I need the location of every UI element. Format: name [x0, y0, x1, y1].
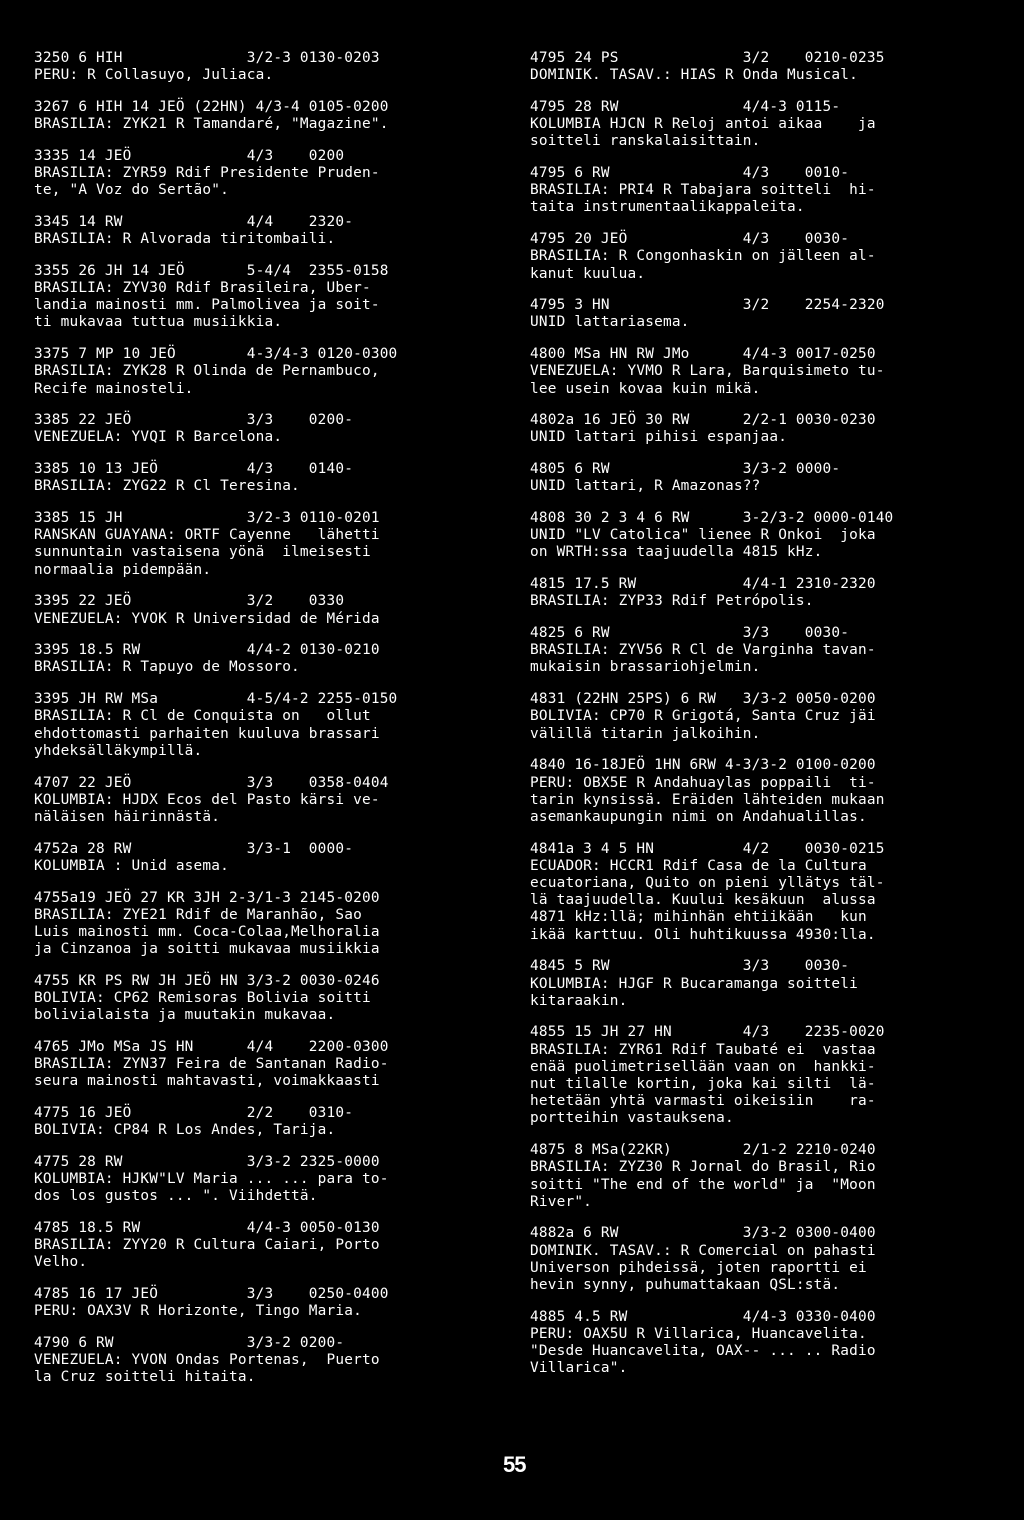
log-entry — [530, 346, 990, 398]
log-entry — [530, 510, 990, 562]
entry-header: 4855 15 JH 27 HN 4/3 2235-0020 — [530, 1024, 885, 1041]
entry-header: 3395 18.5 RW 4/4-2 0130-0210 — [34, 642, 380, 659]
entry-body: BRASILIA: PRI4 R Tabajara soitteli hi- taita instrumentaalikappaleita. — [530, 182, 876, 216]
entry-header: 4795 24 PS 3/2 0210-0235 — [530, 50, 885, 66]
log-entry — [34, 973, 494, 1025]
left-column — [34, 50, 494, 1401]
entry-header: 3385 22 JEÖ 3/3 0200- — [34, 412, 354, 429]
log-entry — [530, 99, 990, 151]
log-entry — [530, 958, 990, 1010]
entry-header: 3345 14 RW 4/4 2320- — [34, 213, 354, 230]
entry-body: VENEZUELA: YVQI R Barcelona. — [34, 429, 283, 446]
entry-body: BOLIVIA: CP70 R Grigotá, Santa Cruz jäi välillä titarin jalkoihin. — [530, 708, 876, 742]
log-entry — [34, 412, 494, 446]
entry-body: RANSKAN GUAYANA: ORTF Cayenne lähetti sunnuntain vastaisena yönä ilmeisesti normaalia pidempään. — [34, 527, 380, 578]
entry-body: KOLUMBIA HJCN R Reloj antoi aikaa ja soitteli ranskalaisittain. — [530, 116, 876, 150]
entry-body: BRASILIA: ZYN37 Feira de Santanan Radio- seura mainosti mahtavasti, voimakkaasti — [34, 1056, 389, 1090]
log-entry — [34, 1286, 494, 1320]
entry-header: 4882a 6 RW 3/3-2 0300-0400 — [530, 1225, 876, 1242]
log-entry — [530, 231, 990, 283]
entry-body: BRASILIA: ZYG22 R Cl Teresina. — [34, 478, 300, 495]
entry-header: 4755 KR PS RW JH JEÖ HN 3/3-2 0030-0246 — [34, 972, 380, 989]
entry-header: 4707 22 JEÖ 3/3 0358-0404 — [34, 774, 389, 791]
page-number: 55 — [503, 1452, 526, 1477]
entry-body: BRASILIA: ZYV30 Rdif Brasileira, Uber- landia mainosti mm. Palmolivea ja soit- ti mukavaa tuttua musiikkia. — [34, 280, 380, 331]
entry-header: 3395 JH RW MSa 4-5/4-2 2255-0150 — [34, 691, 398, 708]
entry-body: BRASILIA: ZYP33 Rdif Petrópolis. — [530, 593, 814, 610]
entry-header: 4775 16 JEÖ 2/2 0310- — [34, 1105, 354, 1122]
entry-header: 3335 14 JEÖ 4/3 0200 — [34, 147, 345, 164]
log-entry — [34, 1220, 494, 1272]
log-entry — [34, 214, 494, 248]
log-entry — [34, 1335, 494, 1387]
entry-body: BRASILIA: R Cl de Conquista on ollut ehdottomasti parhaiten kuuluva brassari yhdeksälläkympillä. — [34, 708, 380, 759]
entry-header: 4775 28 RW 3/3-2 2325-0000 — [34, 1153, 380, 1170]
log-entry — [34, 775, 494, 827]
entry-body: BOLIVIA: CP62 Remisoras Bolivia soitti bolivialaista ja muutakin mukavaa. — [34, 990, 371, 1024]
entry-header: 4808 30 2 3 4 6 RW 3-2/3-2 0000-0140 — [530, 510, 894, 527]
log-entry — [34, 263, 494, 332]
entry-header: 4795 6 RW 4/3 0010- — [530, 165, 850, 182]
entry-body: PERU: OAX5U R Villarica, Huancavelita. "Desde Huancavelita, OAX-- ... .. Radio Villarica". — [530, 1325, 876, 1377]
entry-header: 4831 (22HN 25PS) 6 RW 3/3-2 0050-0200 — [530, 691, 876, 708]
entry-header: 4841a 3 4 5 HN 4/2 0030-0215 — [530, 840, 885, 857]
entry-body: BRASILIA: ZYV56 R Cl de Varginha tavan- mukaisin brassariohjelmin. — [530, 642, 876, 676]
entry-body: KOLUMBIA: HJKW"LV Maria ... ... para to- dos los gustos ... ". Viihdettä. — [34, 1171, 389, 1205]
entry-body: KOLUMBIA : Unid asema. — [34, 857, 230, 874]
log-entry — [530, 1225, 990, 1294]
entry-body: KOLUMBIA: HJDX Ecos del Pasto kärsi ve- näläisen häirinnästä. — [34, 791, 380, 825]
entry-header: 4795 20 JEÖ 4/3 0030- — [530, 231, 850, 248]
entry-body: BRASILIA: ZYR61 Rdif Taubaté ei vastaa enää puolimetrisellään vaan on hankki- nut tilalle kortin, joka kai silti lä- hetetään yhtä varmasti oikeisiin ra- portteihin vastauksena. — [530, 1041, 876, 1127]
entry-header: 4795 28 RW 4/4-3 0115- — [530, 98, 841, 115]
entry-header: 4845 5 RW 3/3 0030- — [530, 958, 850, 975]
entry-body: VENEZUELA: YVMO R Lara, Barquisimeto tu- lee usein kovaa kuin mikä. — [530, 363, 885, 397]
right-column — [530, 50, 990, 1392]
log-entry — [530, 1142, 990, 1211]
entry-body: PERU: OAX3V R Horizonte, Tingo Maria. — [34, 1303, 362, 1320]
entry-header: 4752a 28 RW 3/3-1 0000- — [34, 840, 354, 857]
log-entry — [34, 642, 494, 676]
entry-header: 4885 4.5 RW 4/4-3 0330-0400 — [530, 1308, 876, 1325]
log-entry — [34, 99, 494, 133]
entry-body: BRASILIA: ZYE21 Rdif de Maranhão, Sao Luis mainosti mm. Coca-Colaa,Melhoralia ja Cinzanoa ja soitti mukavaa musiikkia — [34, 906, 380, 958]
entry-body: UNID lattari pihisi espanjaa. — [530, 429, 788, 446]
log-entry — [530, 165, 990, 217]
entry-header: 4785 16 17 JEÖ 3/3 0250-0400 — [34, 1286, 389, 1303]
entry-body: BRASILIA: R Alvorada tiritombaili. — [34, 231, 336, 248]
entry-header: 4785 18.5 RW 4/4-3 0050-0130 — [34, 1220, 380, 1237]
entry-body: BRASILIA: ZYK28 R Olinda de Pernambuco, Recife mainosteli. — [34, 363, 380, 397]
entry-body: UNID lattari, R Amazonas?? — [530, 478, 761, 495]
entry-header: 3267 6 HIH 14 JEÖ (22HN) 4/3-4 0105-0200 — [34, 98, 389, 115]
entry-header: 4800 MSa HN RW JMo 4/4-3 0017-0250 — [530, 346, 876, 363]
log-entry — [34, 461, 494, 495]
entry-body: BRASILIA: ZYK21 R Tamandaré, "Magazine". — [34, 116, 389, 133]
entry-header: 3395 22 JEÖ 3/2 0330 — [34, 593, 345, 610]
log-entry — [530, 576, 990, 610]
entry-body: VENEZUELA: YVOK R Universidad de Mérida — [34, 610, 380, 627]
log-entry — [34, 346, 494, 398]
entry-header: 4815 17.5 RW 4/4-1 2310-2320 — [530, 576, 876, 593]
log-entry — [530, 1024, 990, 1127]
log-entry — [34, 593, 494, 627]
entry-header: 3250 6 HIH 3/2-3 0130-0203 — [34, 50, 380, 66]
entry-header: 4755a19 JEÖ 27 KR 3JH 2-3/1-3 2145-0200 — [34, 889, 380, 906]
entry-header: 4790 6 RW 3/3-2 0200- — [34, 1335, 345, 1352]
entry-body: PERU: OBX5E R Andahuaylas poppaili ti- tarin kynsissä. Eräiden lähteiden mukaan asemankaupungin nimi on Andahualillas. — [530, 774, 885, 825]
log-entry — [530, 841, 990, 944]
log-entry — [530, 50, 990, 84]
entry-header: 3385 15 JH 3/2-3 0110-0201 — [34, 510, 380, 527]
log-entry — [530, 625, 990, 677]
log-entry — [530, 297, 990, 331]
entry-header: 4840 16-18JEÖ 1HN 6RW 4-3/3-2 0100-0200 — [530, 757, 876, 774]
entry-header: 3385 10 13 JEÖ 4/3 0140- — [34, 461, 354, 478]
log-entry — [34, 148, 494, 200]
entry-body: UNID lattariasema. — [530, 314, 690, 331]
log-entry — [34, 841, 494, 875]
entry-header: 4825 6 RW 3/3 0030- — [530, 625, 850, 642]
log-entry — [34, 510, 494, 579]
entry-body: UNID "LV Catolica" lienee R Onkoi joka on WRTH:ssa taajuudella 4815 kHz. — [530, 527, 876, 561]
entry-body: PERU: R Collasuyo, Juliaca. — [34, 67, 274, 84]
log-entry — [530, 1309, 990, 1378]
entry-body: DOMINIK. TASAV.: HIAS R Onda Musical. — [530, 67, 858, 84]
log-entry — [530, 412, 990, 446]
entry-header: 4765 JMo MSa JS HN 4/4 2200-0300 — [34, 1038, 389, 1055]
entry-body: DOMINIK. TASAV.: R Comercial on pahasti Universon pihdeissä, joten raportti ei hevin synny, puhumattakaan QSL:stä. — [530, 1242, 876, 1294]
log-entry — [34, 1105, 494, 1139]
log-entry — [34, 50, 494, 84]
entry-header: 4802a 16 JEÖ 30 RW 2/2-1 0030-0230 — [530, 412, 876, 429]
entry-header: 4795 3 HN 3/2 2254-2320 — [530, 297, 885, 314]
log-entry — [34, 1154, 494, 1206]
entry-body: ECUADOR: HCCR1 Rdif Casa de la Cultura ecuatoriana, Quito on pieni yllätys täl- lä taajuudella. Kuului kesäkuun alussa 4871 kHz:llä; mihinhän ehtiikään kun ikää karttuu. Oli huhtikuussa 4930:lla. — [530, 857, 885, 943]
entry-body: BRASILIA: R Tapuyo de Mossoro. — [34, 659, 300, 676]
entry-body: BRASILIA: R Congonhaskin on jälleen al- kanut kuulua. — [530, 248, 876, 282]
log-entry — [530, 691, 990, 743]
entry-body: BRASILIA: ZYZ30 R Jornal do Brasil, Rio soitti "The end of the world" ja "Moon River". — [530, 1159, 876, 1210]
log-entry — [34, 691, 494, 760]
entry-body: VENEZUELA: YVON Ondas Portenas, Puerto la Cruz soitteli hitaita. — [34, 1352, 380, 1386]
log-entry — [34, 1039, 494, 1091]
entry-body: KOLUMBIA: HJGF R Bucaramanga soitteli kitaraakin. — [530, 975, 858, 1009]
log-entry — [530, 461, 990, 495]
entry-header: 4875 8 MSa(22KR) 2/1-2 2210-0240 — [530, 1142, 876, 1159]
entry-body: BRASILIA: ZYR59 Rdif Presidente Pruden- te, "A Voz do Sertão". — [34, 165, 380, 199]
log-entry — [530, 757, 990, 826]
entry-body: BRASILIA: ZYY20 R Cultura Caiari, Porto Velho. — [34, 1237, 380, 1271]
entry-body: BOLIVIA: CP84 R Los Andes, Tarija. — [34, 1122, 336, 1139]
log-entry — [34, 890, 494, 959]
entry-header: 3355 26 JH 14 JEÖ 5-4/4 2355-0158 — [34, 262, 389, 279]
entry-header: 3375 7 MP 10 JEÖ 4-3/4-3 0120-0300 — [34, 346, 398, 363]
entry-header: 4805 6 RW 3/3-2 0000- — [530, 461, 841, 478]
